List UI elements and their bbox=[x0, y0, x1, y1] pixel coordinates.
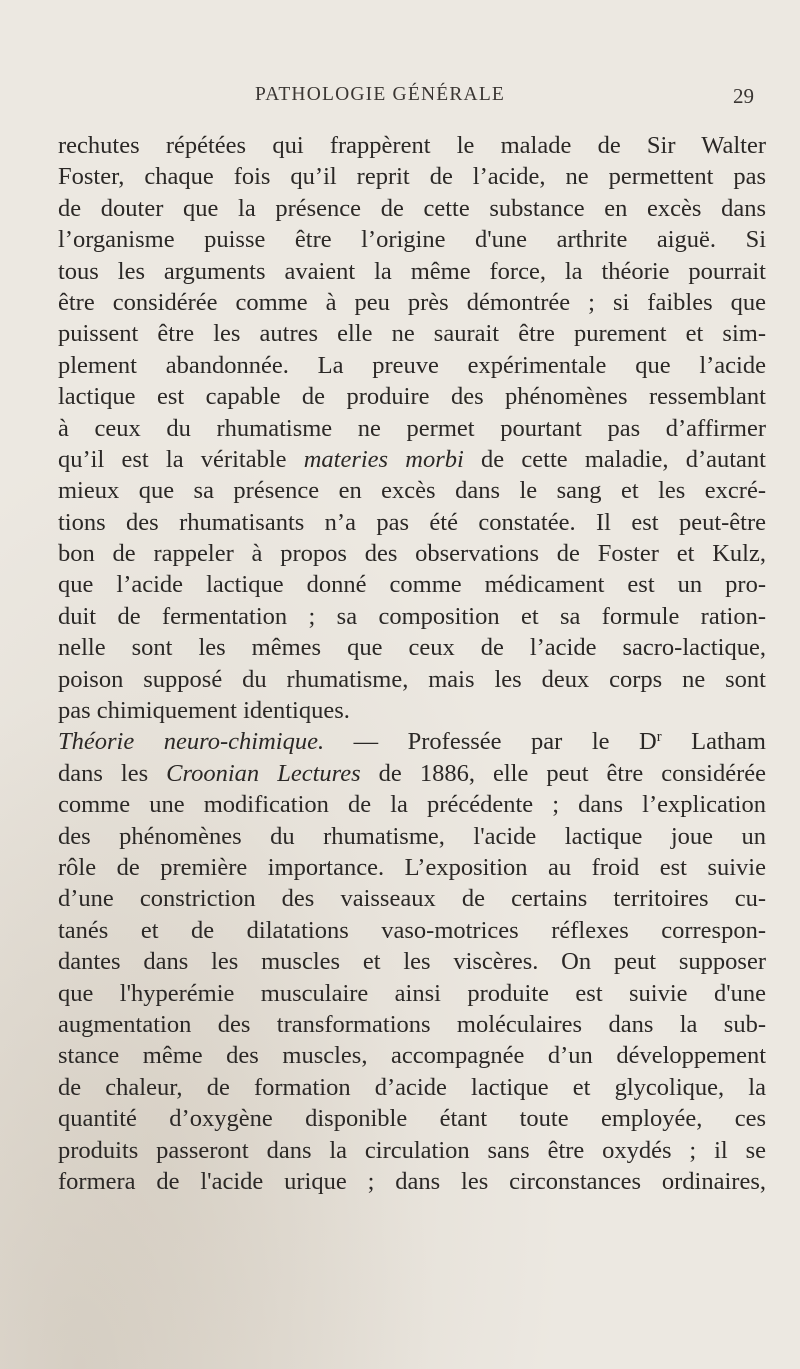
text-line: rechutes répétées qui frappèrent le malade de Sir Walter bbox=[58, 132, 766, 159]
italic-title: Croonian Lectures bbox=[166, 759, 361, 787]
text-line: de douter que la présence de cette substance en excès dans bbox=[58, 194, 766, 222]
text-line: que l'hyperémie musculaire ainsi produite est suivie d'une bbox=[58, 979, 766, 1007]
text-line: l’organisme puisse être l’origine d'une arthrite aiguë. Si bbox=[58, 226, 766, 254]
text-line: des phénomènes du rhumatisme, l'acide lactique joue un bbox=[58, 822, 766, 850]
text-line: plement abandonnée. La preuve expérimentale que l’acide bbox=[58, 351, 766, 379]
text-line: tous les arguments avaient la même force, la théorie pourrait bbox=[58, 257, 766, 285]
text-line: nelle sont les mêmes que ceux de l’acide sacro-lactique, bbox=[58, 634, 766, 662]
page-number: 29 bbox=[733, 84, 754, 108]
superscript: r bbox=[656, 729, 662, 746]
text-line bbox=[58, 726, 766, 757]
text-line: stance même des muscles, accompagnée d’un développement bbox=[58, 1042, 766, 1070]
text-line: Foster, chaque fois qu’il reprit de l’acide, ne permettent pas bbox=[58, 163, 766, 191]
text-line: à ceux du rhumatisme ne permet pourtant pas d’affirmer bbox=[58, 414, 766, 442]
body-text bbox=[58, 130, 766, 1197]
text-line: produits passeront dans la circulation sans être oxydés ; il se bbox=[58, 1136, 766, 1164]
text-line bbox=[58, 444, 766, 475]
text-line: d’une constriction des vaisseaux de certains territoires cu- bbox=[58, 885, 766, 913]
text-line: lactique est capable de produire des phénomènes ressemblant bbox=[58, 383, 766, 411]
text-run: qu’il est la véritable bbox=[58, 445, 304, 473]
text-line: tanés et de dilatations vaso-motrices réflexes correspon- bbox=[58, 916, 766, 944]
text-line: rôle de première importance. L’exposition au froid est suivie bbox=[58, 853, 766, 881]
text-run: Latham bbox=[661, 728, 766, 756]
text-run: de 1886, elle peut être considérée bbox=[360, 759, 766, 787]
text-line: duit de fermentation ; sa composition et sa formule ration- bbox=[58, 602, 766, 630]
section-heading: Théorie neuro-chimique. bbox=[58, 728, 325, 756]
text-line: puissent être les autres elle ne saurait être purement et sim- bbox=[58, 320, 766, 348]
text-line: de chaleur, de formation d’acide lactique et glycolique, la bbox=[58, 1073, 766, 1101]
running-title: PATHOLOGIE GÉNÉRALE bbox=[254, 84, 506, 105]
italic-term: materies morbi bbox=[303, 445, 464, 473]
text-line: mieux que sa présence en excès dans le sang et les excré- bbox=[58, 477, 766, 505]
text-line: bon de rappeler à propos des observations de Foster et Kulz, bbox=[58, 540, 766, 568]
text-line: comme une modification de la précédente ; dans l’explication bbox=[58, 791, 766, 819]
text-run: de cette maladie, d’autant bbox=[463, 445, 766, 473]
text-line: poison supposé du rhumatisme, mais les deux corps ne sont bbox=[58, 665, 766, 693]
text-line: être considérée comme à peu près démontrée ; si faibles que bbox=[58, 288, 766, 316]
text-line: dantes dans les muscles et les viscères. On peut supposer bbox=[58, 948, 766, 976]
text-line: pas chimiquement identiques. bbox=[58, 697, 350, 725]
page-header bbox=[0, 84, 800, 114]
text-line bbox=[58, 758, 766, 789]
text-line: augmentation des transformations moléculaires dans la sub- bbox=[58, 1010, 766, 1038]
text-line: tions des rhumatisants n’a pas été constatée. Il est peut-être bbox=[58, 508, 766, 536]
text-line: formera de l'acide urique ; dans les circonstances ordinaires, bbox=[58, 1167, 766, 1195]
text-line: quantité d’oxygène disponible étant toute employée, ces bbox=[58, 1105, 766, 1133]
text-run: — Professée par le D bbox=[324, 728, 657, 756]
text-line: que l’acide lactique donné comme médicament est un pro- bbox=[58, 571, 766, 599]
text-run: dans les bbox=[58, 759, 167, 787]
